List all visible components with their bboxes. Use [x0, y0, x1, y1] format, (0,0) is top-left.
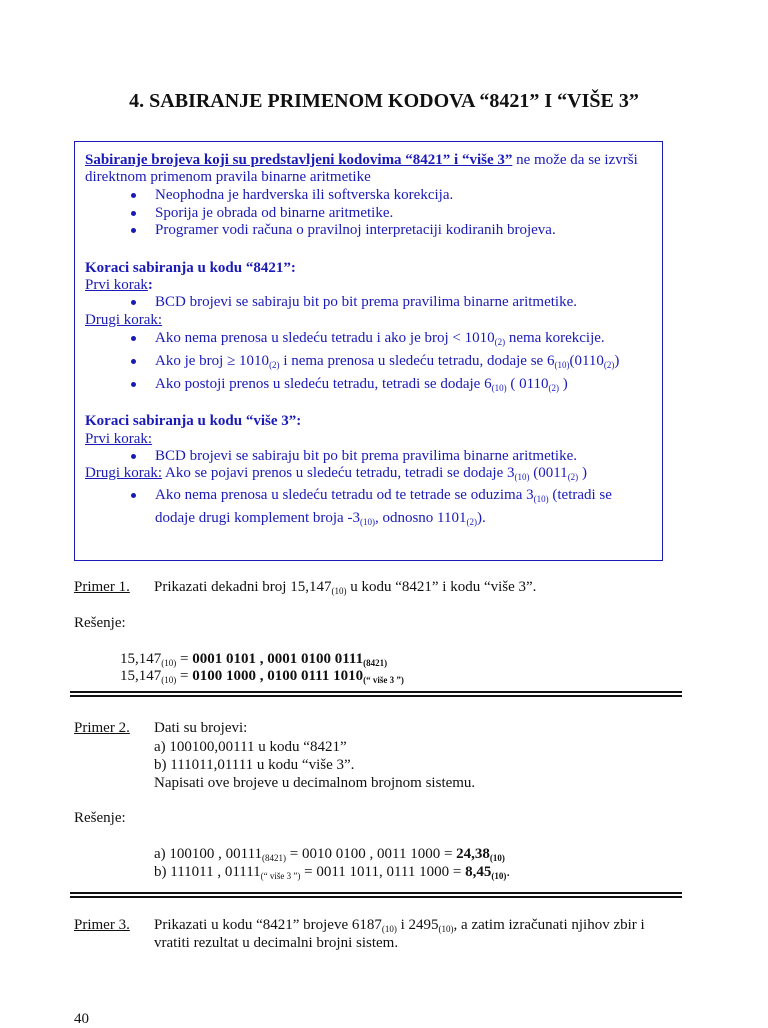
heading-8421: Koraci sabiranja u kodu “8421”:	[85, 260, 296, 276]
step2-vise3-bullet-line1: Ako nema prenosa u sledeću tetradu od te tetrade se oduzima $3_{(10)}$ (tetradi se	[155, 487, 612, 504]
primer3-label: Primer 3.	[74, 917, 130, 933]
primer2-task: Napisati ove brojeve u decimalnom brojnom sistemu.	[154, 775, 476, 791]
primer2-resenje: Rešenje:	[74, 810, 126, 826]
heading-vise3: Koraci sabiranja u kodu “više 3”:	[85, 413, 302, 429]
primer1-resenje: Rešenje:	[74, 615, 126, 631]
step2-8421-bullet-1: Ako nema prenosa u sledeću tetradu i ako je broj < $1010_{(2)}$ nema korekcije.	[155, 330, 605, 347]
primer1-text: Prikazati dekadni broj $15,147_{(10)}$ u kodu “8421” i kodu “više 3”.	[154, 579, 537, 596]
box-bullet-3: Programer vodi računa o pravilnoj interpretaciji kodiranih brojeva.	[155, 222, 556, 238]
bullet-icon	[131, 382, 136, 387]
bullet-icon	[131, 493, 136, 498]
step1-8421-colon: :	[147, 277, 153, 293]
primer2-result-b: b) 111011 , $01111_{(“ više 3 ”)} = 0011$ 1011, 0111 $1000 = 8,45_{(10)}$.	[154, 864, 511, 881]
primer3-line1: Prikazati u kodu “8421” brojeve $6187_{(10)}$ i $2495_{(10)}$, a zatim izračunati njihov zbir i	[154, 917, 645, 934]
bullet-icon	[131, 211, 136, 216]
bullet-icon	[131, 336, 136, 341]
section-divider	[70, 892, 682, 898]
bullet-icon	[131, 359, 136, 364]
step2-8421-label: Drugi korak:	[85, 312, 163, 328]
primer1-label: Primer 1.	[74, 579, 130, 595]
bullet-icon	[131, 228, 136, 233]
primer3-line2: vratiti rezultat u decimalni brojni sistem.	[154, 935, 399, 951]
bullet-icon	[131, 300, 136, 305]
step1-8421	[85, 277, 153, 294]
section-divider	[70, 691, 682, 697]
primer2-result-a: a) 100100 , $00111_{(8421)} = 0010$ 0100 , 0011 $1000 = 24,38_{(10)}$	[154, 846, 505, 863]
step1-vise3-label: Prvi korak:	[85, 431, 153, 447]
step2-vise3: Drugi korak: Ako se pojavi prenos u sledeću tetradu, tetradi se dodaje $3_{(10)}$ ($0011_{(2)}$ )	[85, 465, 587, 482]
primer2-label: Primer 2.	[74, 720, 130, 736]
step2-vise3-label: Drugi korak:	[85, 465, 163, 481]
step2-8421-bullet-3: Ako postoji prenos u sledeću tetradu, tetradi se dodaje $6_{(10)}$ ( $0110_{(2)}$ )	[155, 376, 568, 393]
bullet-icon	[131, 193, 136, 198]
step1-8421-label: Prvi korak	[85, 277, 148, 293]
step1-8421-bullet: BCD brojevi se sabiraju bit po bit prema pravilima binarne aritmetike.	[155, 294, 577, 310]
box-intro-underlined: Sabiranje brojeva koji su predstavljeni kodovima “8421” i “više 3”	[85, 152, 513, 168]
box-intro-rest: ne može da se izvrši	[512, 152, 638, 168]
step2-8421-bullet-2: Ako je broj ≥ $1010_{(2)}$ i nema prenosa u sledeću tetradu, dodaje se $6_{(10)}(0110_{(2)})$	[155, 353, 620, 370]
primer2-item-a: a) 100100,00111 u kodu “8421”	[154, 739, 347, 755]
info-box	[74, 141, 663, 561]
box-intro-line1	[85, 152, 638, 169]
box-bullet-2: Sporija je obrada od binarne aritmetike.	[155, 205, 394, 221]
primer1-result-vise3: $15,147_{(10)} = 0100$ 1000 , 0100 0111 $1010_{(“ više 3 ”)}$	[120, 668, 404, 685]
primer2-intro: Dati su brojevi:	[154, 720, 248, 736]
primer1-result-8421: $15,147_{(10)} = 0001$ 0101 , 0001 0100 $0111_{(8421)}$	[120, 651, 388, 668]
page-number: 40	[74, 1011, 89, 1027]
step2-vise3-bullet-line2: dodaje drugi komplement broja $-3_{(10)}$, odnosno $1101_{(2)}$).	[155, 510, 486, 527]
box-intro-line2: direktnom primenom pravila binarne aritmetike	[85, 169, 371, 185]
page-title: 4. SABIRANJE PRIMENOM KODOVA “8421” I “VIŠE 3”	[129, 90, 639, 112]
bullet-icon	[131, 454, 136, 459]
primer2-item-b: b) 111011,01111 u kodu “više 3”.	[154, 757, 355, 773]
step1-vise3-bullet: BCD brojevi se sabiraju bit po bit prema pravilima binarne aritmetike.	[155, 448, 577, 464]
box-bullet-1: Neophodna je hardverska ili softverska korekcija.	[155, 187, 454, 203]
